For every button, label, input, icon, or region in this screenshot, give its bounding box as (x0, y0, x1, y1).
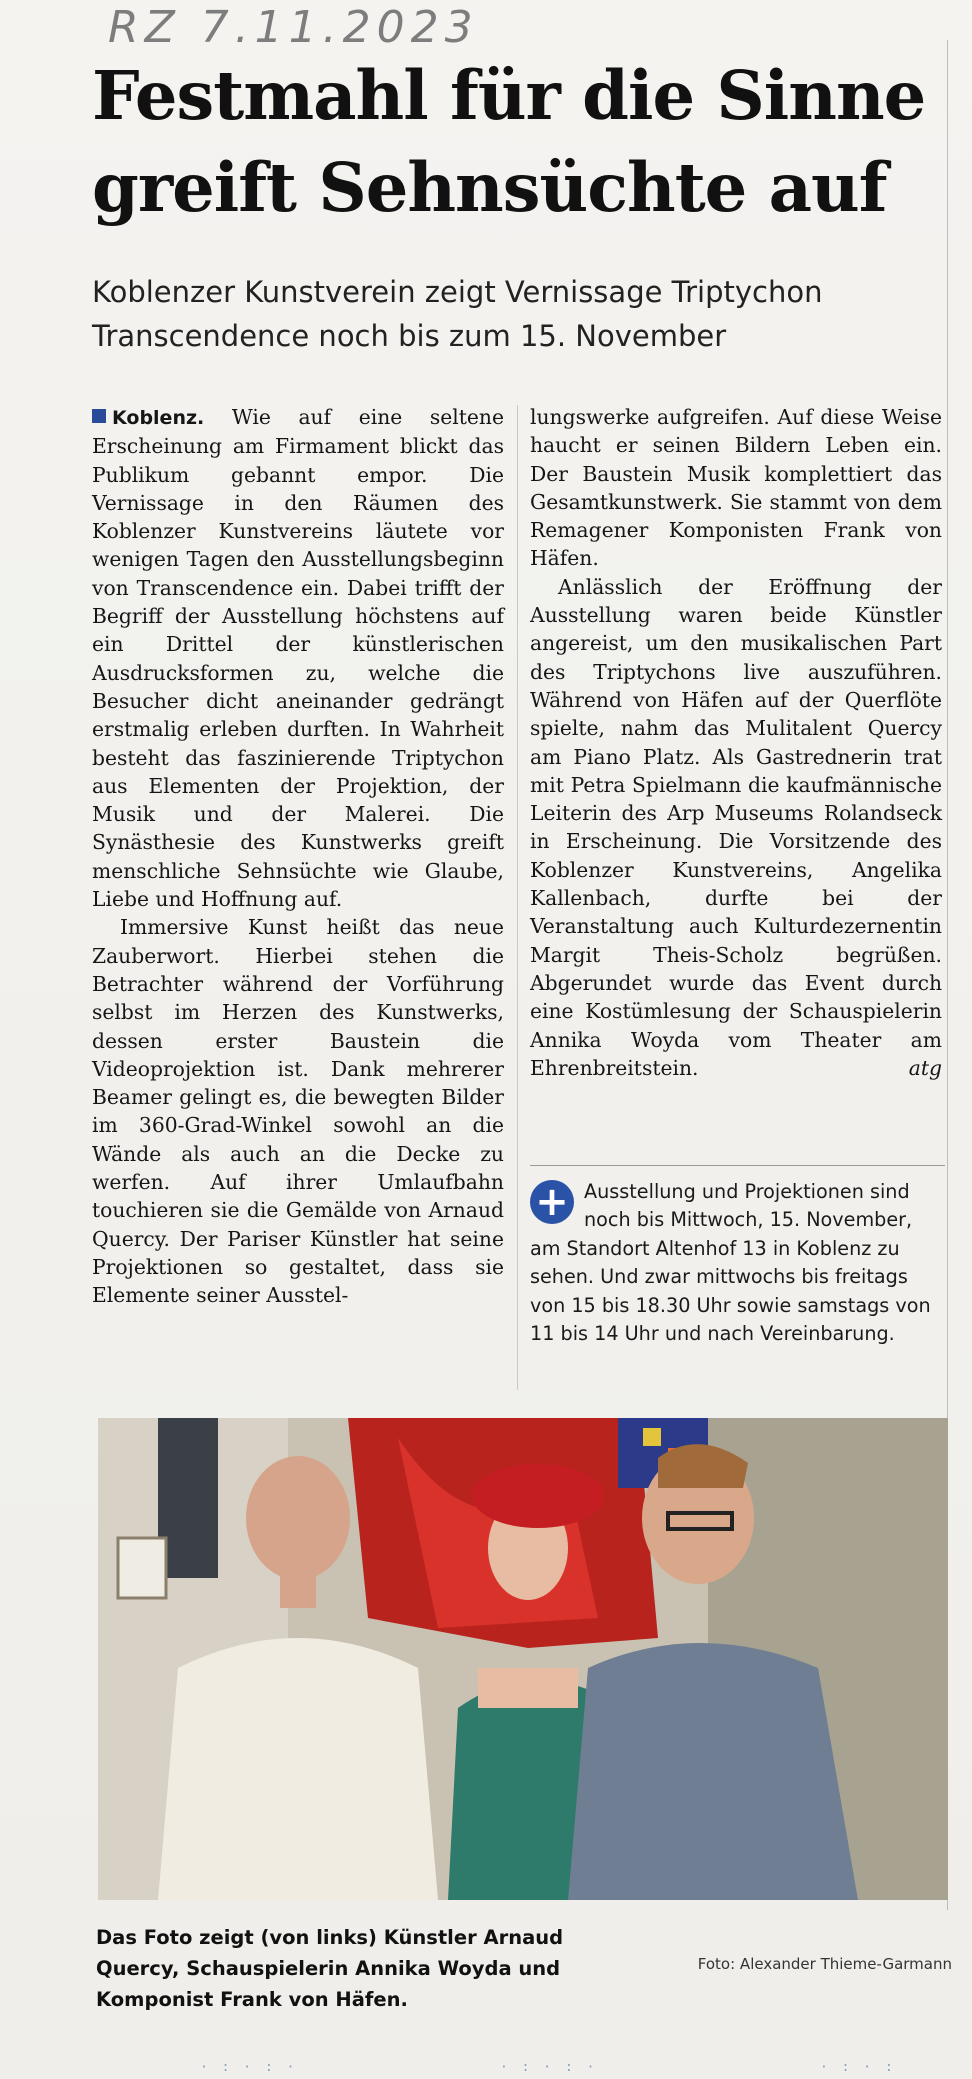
paragraph (92, 403, 504, 913)
handwritten-date-note: RZ 7.11.2023 (108, 2, 479, 53)
paragraph (530, 573, 942, 1082)
article-column-2 (530, 403, 942, 1082)
info-text: Ausstellung und Projektionen sind noch bis Mittwoch, 15. November, am Standort Altenhof 13 in Koblenz zu sehen. Und zwar mittwochs bis freitags von 15 bis 18.30 Uhr sowie samstags von 11 bis 14 Uhr und nach Vereinbarung. (530, 1180, 931, 1346)
dateline-square-icon (92, 409, 106, 423)
info-box-rule (530, 1165, 945, 1166)
exhibition-info-box (530, 1178, 945, 1348)
print-registration-dots: · : · : (820, 2060, 896, 2075)
column-divider (517, 405, 518, 1390)
paragraph-text: Wie auf eine seltene Erscheinung am Firmament blickt das Publikum gebannt empor. Die Vernissage in den Räumen des Koblenzer Kunstvereins läutete vor wenigen Tagen den Ausstellungsbeginn von Transcendence ein. Dabei trifft der Begriff der Ausstellung höchstens auf ein Drittel der künstlerischen Ausdrucksformen zu, welche die Besucher dicht aneinander gedrängt erstmalig erleben durften. In Wahrheit besteht das faszinierende Triptychon aus Elementen der Projektion, der Musik und der Malerei. Die Synästhesie des Kunstwerks greift menschliche Sehnsüchte wie Glaube, Liebe und Hoffnung auf. (92, 405, 504, 912)
article-photo (98, 1418, 948, 1900)
photo-caption: Das Foto zeigt (von links) Künstler Arnaud Quercy, Schauspielerin Annika Woyda und Komponist Frank von Häfen. (96, 1926, 564, 2011)
article-column-1 (92, 403, 504, 1310)
article-headline: Festmahl für die Sinne greift Sehnsüchte auf (92, 56, 926, 227)
paragraph-text: Anlässlich der Eröffnung der Ausstellung waren beide Künstler angereist, um den musikalischen Part des Triptychons live auszuführen. Während von Häfen auf der Querflöte spielte, nahm das Mulitalent Quercy am Piano Platz. Als Gastrednerin trat mit Petra Spielmann die kaufmännische Leiterin des Arp Museums Rolandseck in Erscheinung. Die Vorsitzende des Koblenzer Kunstvereins, Angelika Kallenbach, durfte bei der Veranstaltung auch Kulturdezernentin Margit Theis-Scholz begrüßen. Abgerundet wurde das Event durch eine Kostümlesung der Schauspielerin Annika Woyda vom Theater am Ehrenbreitstein. (530, 574, 942, 1080)
author-initials: atg (908, 1055, 942, 1080)
photo-illustration (98, 1418, 948, 1900)
plus-circle-icon: + (530, 1180, 574, 1224)
paragraph: Immersive Kunst heißt das neue Zauberwort. Hierbei stehen die Betrachter während der Vorführung selbst im Herzen des Kunstwerks, dessen erster Baustein die Videoprojektion ist. Dank mehrerer Beamer gelingt es, die bewegten Bilder im 360-Grad-Winkel sowohl an die Wände als auch an die Decke zu werfen. Auf ihrer Umlaufbahn touchieren sie die Gemälde von Arnaud Quercy. Der Pariser Künstler hat seine Projektionen so gestaltet, dass sie Elemente seiner Ausstel- (92, 915, 504, 1308)
print-registration-dots: · : · : · (200, 2060, 298, 2075)
dateline: Koblenz. (112, 407, 205, 429)
article-subhead: Koblenzer Kunstverein zeigt Vernissage Triptychon Transcendence noch bis zum 15. November (92, 275, 823, 353)
photo-credit: Foto: Alexander Thieme-Garmann (697, 1955, 952, 1973)
paragraph: lungswerke aufgreifen. Auf diese Weise haucht er seinen Bildern Leben ein. Der Baustein Musik komplettiert das Gesamtkunstwerk. Sie stammt von dem Remagener Komponisten Frank von Häfen. (530, 405, 942, 571)
print-registration-dots: · : · : · (500, 2060, 598, 2075)
